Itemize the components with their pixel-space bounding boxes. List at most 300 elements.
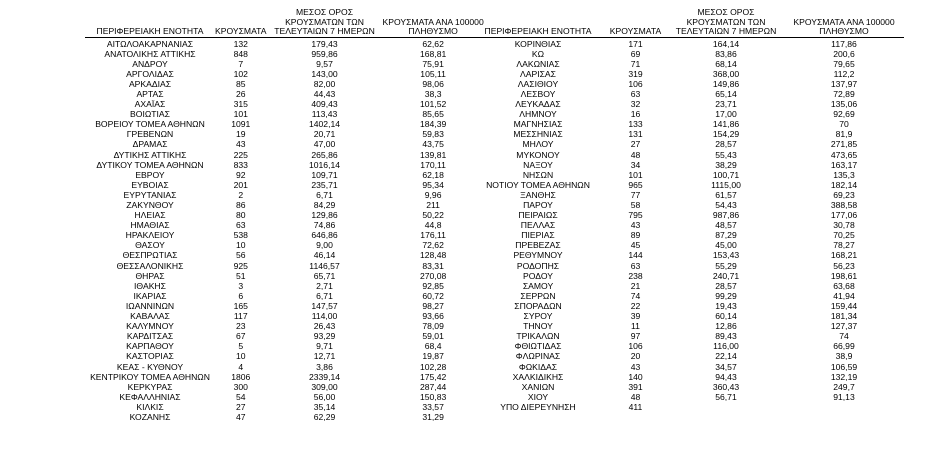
region-cell: ΡΕΘΥΜΝΟΥ	[513, 250, 563, 261]
region-cell: ΥΠΟ ΔΙΕΡΕΥΝΗΣΗ	[500, 401, 576, 412]
avg7-cell: 129,86	[311, 210, 338, 221]
table-row	[473, 170, 904, 180]
cases-cell: 140	[628, 371, 643, 382]
cases-cell: 26	[235, 88, 246, 99]
region-cell: ΑΡΚΑΔΙΑΣ	[128, 78, 172, 89]
per100k-cell: 92,69	[833, 109, 855, 120]
avg7-cell: 154,29	[712, 129, 740, 140]
avg7-header-line2: ΚΡΟΥΣΜΑΤΩΝ ΤΩΝ	[686, 16, 766, 27]
region-cell: ΒΟΡΕΙΟΥ ΤΟΜΕΑ ΑΘΗΝΩΝ	[95, 119, 205, 130]
cases-cell: 77	[630, 189, 641, 200]
region-cell: ΚΩ	[531, 48, 545, 59]
per100k-cell: 211	[426, 200, 440, 210]
table-row	[85, 392, 484, 402]
avg7-cell: 87,29	[715, 230, 737, 241]
cases-cell: 63	[630, 260, 641, 271]
table-row	[473, 382, 904, 392]
per100k-cell: 249,7	[833, 381, 855, 392]
table-row	[85, 210, 484, 220]
cases-cell: 391	[628, 381, 643, 392]
region-cell: ΘΑΣΟΥ	[135, 240, 165, 251]
per100k-cell: 72,62	[422, 240, 444, 251]
avg7-cell: 12,71	[313, 351, 336, 362]
table-row	[473, 281, 904, 291]
cases-cell: 27	[630, 139, 641, 150]
per100k-cell: 163,17	[830, 159, 858, 170]
avg7-cell: 1016,14	[308, 159, 341, 170]
per100k-cell: 128,48	[419, 250, 447, 261]
region-cell: ΚΑΡΔΙΤΣΑΣ	[126, 331, 174, 342]
table-row	[85, 240, 484, 250]
region-cell: ΠΙΕΡΙΑΣ	[521, 230, 555, 241]
region-cell: ΑΙΤΩΛΟΑΚΑΡΝΑΝΙΑΣ	[106, 38, 194, 49]
table-row	[473, 362, 904, 372]
avg7-cell: 55,29	[715, 260, 737, 271]
cases-cell: 1806	[231, 371, 251, 382]
region-cell: ΑΡΤΑΣ	[136, 88, 164, 99]
cases-cell: 48	[630, 391, 641, 402]
avg7-cell: 28,57	[715, 139, 737, 150]
per100k-cell: 168,21	[830, 250, 858, 261]
avg7-cell: 89,43	[715, 331, 737, 342]
per100k-cell: 19,87	[422, 351, 444, 362]
table-row	[85, 291, 484, 301]
cases-cell: 54	[235, 391, 246, 402]
avg7-cell: 60,14	[715, 311, 737, 322]
avg7-cell: 116,00	[713, 341, 739, 352]
per100k-cell: 91,13	[833, 391, 855, 402]
region-cell: ΚΙΛΚΙΣ	[136, 401, 164, 412]
region-cell: ΛΑΡΙΣΑΣ	[520, 68, 556, 79]
per100k-cell: 59,01	[422, 331, 444, 342]
cases-cell: 965	[628, 179, 643, 190]
avg7-cell: 26,43	[313, 321, 336, 332]
avg7-cell: 22,14	[715, 351, 737, 362]
avg7-cell: 646,86	[311, 230, 338, 241]
avg7-cell: 54,43	[715, 200, 737, 210]
per100k-header-line1: ΚΡΟΥΣΜΑΤΑ ΑΝΑ 100000	[382, 16, 484, 27]
region-cell: ΜΗΛΟΥ	[522, 139, 554, 150]
table-row	[473, 160, 904, 170]
region-cell: ΘΗΡΑΣ	[135, 270, 165, 281]
avg7-header	[267, 6, 383, 37]
cases-cell: 32	[630, 99, 641, 110]
region-cell: ΦΘΙΩΤΙΔΑΣ	[514, 341, 562, 352]
region-cell: ΚΕΝΤΡΙΚΟΥ ΤΟΜΕΑ ΑΘΗΝΩΝ	[90, 371, 210, 382]
avg7-cell: 47,00	[313, 139, 336, 150]
cases-cell: 92	[235, 169, 246, 180]
avg7-cell: 46,14	[313, 250, 336, 261]
table-row	[473, 301, 904, 311]
per100k-cell: 135,3	[833, 169, 855, 180]
avg7-cell: 74,86	[313, 220, 336, 231]
table-row	[85, 362, 484, 372]
table-row	[85, 190, 484, 200]
region-cell: ΚΑΛΥΜΝΟΥ	[126, 321, 174, 332]
cases-cell: 43	[235, 139, 246, 150]
avg7-cell: 109,71	[311, 169, 338, 180]
region-cell: ΕΥΒΟΙΑΣ	[131, 179, 169, 190]
region-cell: ΛΗΜΝΟΥ	[519, 109, 557, 120]
per100k-cell: 68,4	[424, 341, 442, 352]
table-row	[473, 392, 904, 402]
region-cell: ΛΕΣΒΟΥ	[520, 88, 556, 99]
per100k-cell: 98,27	[422, 300, 444, 311]
per100k-cell: 198,61	[830, 270, 858, 281]
per100k-header	[784, 6, 904, 37]
cases-cell: 144	[628, 250, 643, 261]
per100k-cell: 31,29	[422, 411, 444, 422]
cases-cell: 795	[628, 210, 643, 221]
cases-cell: 1091	[231, 119, 251, 130]
table-row	[85, 341, 484, 351]
table-row	[473, 190, 904, 200]
per100k-cell: 101,52	[419, 99, 447, 110]
region-cell: ΣΑΜΟΥ	[522, 280, 554, 291]
per100k-cell: 85,65	[422, 109, 444, 120]
table-row	[473, 321, 904, 331]
table-row	[473, 291, 904, 301]
per100k-cell: 182,14	[830, 179, 858, 190]
cases-cell: 19	[235, 129, 246, 140]
region-cell: ΓΡΕΒΕΝΩΝ	[126, 129, 174, 140]
table-row	[85, 351, 484, 361]
avg7-cell: 265,86	[311, 149, 338, 160]
avg7-cell: 62,29	[313, 411, 336, 422]
right-data-table	[473, 6, 904, 412]
region-cell: ΜΥΚΟΝΟΥ	[516, 149, 560, 160]
avg7-cell: 56,71	[715, 391, 737, 402]
avg7-cell: 235,71	[311, 179, 338, 190]
avg7-cell: 360,43	[712, 381, 740, 392]
region-cell: ΠΕΙΡΑΙΩΣ	[518, 210, 558, 221]
cases-cell: 43	[630, 220, 641, 231]
table-row	[85, 331, 484, 341]
avg7-cell: 9,00	[316, 240, 333, 251]
cases-cell: 171	[628, 38, 643, 49]
per100k-cell: 69,23	[833, 189, 855, 200]
avg7-cell: 179,43	[311, 38, 338, 49]
per100k-cell: 72,89	[833, 88, 855, 99]
region-cell: ΔΥΤΙΚΗΣ ΑΤΤΙΚΗΣ	[113, 149, 187, 160]
cases-header: ΚΡΟΥΣΜΑΤΑ	[215, 6, 267, 37]
cases-cell: 925	[233, 260, 248, 271]
per100k-cell: 78,27	[833, 240, 855, 251]
region-cell: ΚΑΣΤΟΡΙΑΣ	[126, 351, 174, 362]
per100k-cell: 98,06	[422, 78, 444, 89]
region-cell: ΛΑΚΩΝΙΑΣ	[516, 58, 560, 69]
cases-cell: 67	[235, 331, 246, 342]
avg7-cell: 45,00	[715, 240, 737, 251]
avg7-cell: 100,71	[712, 169, 740, 180]
table-row	[473, 129, 904, 139]
region-cell: ΝΟΤΙΟΥ ΤΟΜΕΑ ΑΘΗΝΩΝ	[486, 179, 590, 190]
per100k-cell: 271,85	[830, 139, 858, 150]
table-row	[473, 250, 904, 260]
cases-cell: 86	[235, 200, 246, 210]
avg7-cell: 34,57	[715, 361, 737, 372]
per100k-cell: 184,39	[419, 119, 447, 130]
cases-cell: 117	[233, 311, 248, 322]
per100k-cell: 287,44	[419, 381, 447, 392]
per100k-cell: 59,83	[422, 129, 444, 140]
per100k-cell: 170,11	[420, 159, 446, 170]
avg7-cell: 56,00	[313, 391, 336, 402]
avg7-cell: 23,71	[715, 99, 737, 110]
region-cell: ΡΟΔΟΠΗΣ	[516, 260, 560, 271]
table-row	[85, 69, 484, 79]
per100k-cell: 135,06	[830, 99, 858, 110]
table-row	[473, 240, 904, 250]
cases-cell: 10	[235, 351, 246, 362]
avg7-cell: 1402,14	[308, 119, 341, 130]
per100k-cell: 270,08	[419, 270, 447, 281]
region-cell: ΕΥΡΥΤΑΝΙΑΣ	[123, 189, 177, 200]
region-cell: ΚΕΑΣ - ΚΥΘΝΟΥ	[116, 361, 184, 372]
table-row	[85, 79, 484, 89]
cases-cell: 131	[628, 129, 643, 140]
cases-cell: 85	[235, 78, 246, 89]
cases-cell: 106	[628, 78, 643, 89]
table-row	[473, 230, 904, 240]
region-cell: ΠΑΡΟΥ	[523, 200, 553, 210]
avg7-cell: 38,29	[715, 159, 737, 170]
table-row	[473, 59, 904, 69]
region-cell: ΝΗΣΩΝ	[522, 169, 554, 180]
avg7-cell: 84,29	[313, 200, 336, 210]
per100k-cell: 79,65	[833, 58, 855, 69]
per100k-header-line2: ΠΛΗΘΥΣΜΟ	[408, 26, 458, 37]
region-cell: ΔΥΤΙΚΟΥ ΤΟΜΕΑ ΑΘΗΝΩΝ	[96, 159, 204, 170]
cases-cell: 23	[235, 321, 246, 332]
per100k-cell: 95,34	[422, 179, 444, 190]
region-cell: ΖΑΚΥΝΘΟΥ	[126, 200, 174, 210]
per100k-cell: 388,58	[830, 200, 858, 210]
avg7-cell: 28,57	[715, 280, 737, 291]
avg7-cell: 113,43	[311, 109, 338, 120]
cases-cell: 411	[628, 401, 643, 412]
region-cell: ΑΝΑΤΟΛΙΚΗΣ ΑΤΤΙΚΗΣ	[104, 48, 196, 59]
avg7-header-line1: ΜΕΣΟΣ ΟΡΟΣ	[296, 7, 354, 18]
cases-cell: 16	[630, 109, 641, 120]
avg7-cell: 143,00	[311, 68, 338, 79]
per100k-cell: 181,34	[830, 311, 858, 322]
region-cell: ΣΕΡΡΩΝ	[520, 290, 556, 301]
region-cell: ΚΕΦΑΛΛΗΝΙΑΣ	[119, 391, 181, 402]
per100k-cell	[784, 402, 904, 412]
per100k-cell: 81,9	[835, 129, 853, 140]
per100k-cell: 33,57	[422, 401, 444, 412]
cases-cell: 48	[630, 149, 641, 160]
cases-cell: 6	[238, 290, 244, 301]
avg7-cell: 9,71	[316, 341, 333, 352]
region-cell: ΜΕΣΣΗΝΙΑΣ	[513, 129, 563, 140]
cases-cell: 133	[628, 119, 643, 130]
region-cell: ΚΟΡΙΝΘΙΑΣ	[514, 38, 562, 49]
per100k-cell: 177,06	[830, 210, 858, 221]
per100k-cell: 176,11	[420, 230, 446, 241]
cases-cell: 20	[630, 351, 641, 362]
avg7-cell: 83,86	[715, 48, 737, 59]
avg7-cell: 93,29	[313, 331, 336, 342]
table-row	[473, 331, 904, 341]
region-cell: ΔΡΑΜΑΣ	[132, 139, 168, 150]
table-row	[85, 382, 484, 392]
avg7-cell: 94,43	[715, 371, 737, 382]
cases-cell: 97	[630, 331, 641, 342]
avg7-header-line3: ΤΕΛΕΥΤΑΙΩΝ 7 ΗΜΕΡΩΝ	[675, 26, 777, 37]
table-row	[85, 89, 484, 99]
table-row	[473, 261, 904, 271]
per100k-cell: 50,22	[422, 210, 444, 221]
table-row	[85, 261, 484, 271]
table-row	[85, 59, 484, 69]
avg7-cell: 2,71	[316, 280, 333, 291]
cases-cell: 848	[233, 48, 248, 59]
per100k-cell: 127,37	[830, 321, 858, 332]
table-row	[473, 271, 904, 281]
per100k-cell: 112,2	[833, 68, 855, 79]
per100k-cell: 63,68	[833, 280, 855, 291]
avg7-cell: 65,14	[715, 88, 737, 99]
cases-cell: 10	[235, 240, 246, 251]
cases-cell: 63	[630, 88, 641, 99]
table-row	[85, 321, 484, 331]
region-cell: ΧΙΟΥ	[527, 391, 549, 402]
per100k-cell: 38,9	[835, 351, 853, 362]
per100k-cell: 66,99	[833, 341, 855, 352]
region-cell: ΚΟΖΑΝΗΣ	[129, 411, 171, 422]
table-row	[85, 180, 484, 190]
region-cell: ΤΡΙΚΑΛΩΝ	[516, 331, 560, 342]
table-row	[473, 341, 904, 351]
table-row	[85, 412, 484, 422]
cases-cell: 80	[235, 210, 246, 221]
table-row	[473, 200, 904, 210]
table-row	[85, 150, 484, 160]
table-row	[85, 271, 484, 281]
cases-cell: 106	[628, 341, 643, 352]
avg7-cell: 153,43	[712, 250, 740, 261]
avg7-cell: 6,71	[316, 189, 333, 200]
cases-cell: 58	[630, 200, 641, 210]
region-cell: ΙΩΑΝΝΙΝΩΝ	[125, 300, 175, 311]
per100k-cell: 38,3	[424, 88, 442, 99]
cases-cell: 34	[630, 159, 641, 170]
table-row	[473, 69, 904, 79]
region-cell: ΤΗΝΟΥ	[523, 321, 553, 332]
per100k-cell: 473,65	[830, 149, 858, 160]
per100k-cell: 93,66	[422, 311, 444, 322]
cases-cell: 22	[630, 300, 641, 311]
avg7-cell: 17,00	[715, 109, 737, 120]
cases-cell: 7	[238, 58, 244, 69]
per100k-cell: 43,75	[422, 139, 444, 150]
cases-cell: 315	[233, 99, 248, 110]
table-row	[85, 170, 484, 180]
per100k-cell: 78,09	[422, 321, 444, 332]
table-row	[85, 99, 484, 109]
region-cell: ΑΡΓΟΛΙΔΑΣ	[126, 68, 174, 79]
table-row	[85, 220, 484, 230]
cases-cell: 21	[630, 280, 641, 291]
table-row	[85, 372, 484, 382]
cases-cell: 89	[630, 230, 641, 241]
avg7-cell: 141,86	[712, 119, 740, 130]
table-row	[85, 311, 484, 321]
cases-cell: 201	[233, 179, 248, 190]
cases-cell: 4	[238, 361, 244, 372]
header-row	[85, 6, 484, 37]
cases-cell: 56	[235, 250, 246, 261]
per100k-cell: 200,6	[833, 48, 855, 59]
cases-header: ΚΡΟΥΣΜΑΤΑ	[603, 6, 668, 37]
per100k-cell: 117,86	[831, 38, 857, 49]
avg7-cell: 55,43	[715, 149, 737, 160]
region-cell: ΛΕΥΚΑΔΑΣ	[515, 99, 561, 110]
region-cell: ΙΘΑΚΗΣ	[134, 280, 166, 291]
avg7-cell: 164,14	[712, 38, 740, 49]
cases-cell: 47	[235, 411, 246, 422]
avg7-cell: 309,00	[311, 381, 338, 392]
avg7-cell: 48,57	[715, 220, 737, 231]
per100k-header-line1: ΚΡΟΥΣΜΑΤΑ ΑΝΑ 100000	[793, 16, 895, 27]
region-cell: ΑΧΑΪΑΣ	[134, 99, 166, 110]
avg7-cell: 987,86	[712, 210, 740, 221]
avg7-header-line1: ΜΕΣΟΣ ΟΡΟΣ	[697, 7, 755, 18]
avg7-cell: 12,86	[715, 321, 737, 332]
table-row	[85, 139, 484, 149]
table-row	[473, 402, 904, 412]
avg7-header-line3: ΤΕΛΕΥΤΑΙΩΝ 7 ΗΜΕΡΩΝ	[274, 26, 375, 37]
avg7-cell: 147,57	[311, 300, 338, 311]
region-cell: ΙΚΑΡΙΑΣ	[133, 290, 167, 301]
avg7-cell: 35,14	[313, 401, 336, 412]
per100k-cell: 44,8	[424, 220, 442, 231]
per100k-cell: 41,94	[833, 290, 855, 301]
region-cell: ΣΠΟΡΑΔΩΝ	[514, 300, 562, 311]
per100k-cell: 30,78	[833, 220, 855, 231]
per100k-cell: 62,18	[422, 169, 444, 180]
cases-cell: 27	[235, 401, 246, 412]
avg7-cell: 1115,00	[711, 179, 741, 190]
region-cell: ΣΥΡΟΥ	[523, 311, 553, 322]
avg7-cell: 99,29	[715, 290, 737, 301]
avg7-cell: 149,86	[712, 78, 740, 89]
per100k-cell: 159,44	[830, 300, 858, 311]
avg7-header-line2: ΚΡΟΥΣΜΑΤΩΝ ΤΩΝ	[285, 16, 364, 27]
region-cell: ΘΕΣΠΡΩΤΙΑΣ	[122, 250, 178, 261]
table-row	[473, 49, 904, 59]
right-table-body	[473, 37, 904, 412]
per100k-cell: 150,83	[419, 391, 447, 402]
avg7-cell: 959,86	[311, 48, 338, 59]
table-row	[85, 129, 484, 139]
table-row	[85, 160, 484, 170]
cases-cell: 5	[238, 341, 244, 352]
cases-cell: 132	[233, 38, 248, 49]
avg7-cell: 82,00	[313, 78, 336, 89]
table-row	[85, 402, 484, 412]
left-table-body	[85, 37, 484, 422]
region-cell: ΧΑΛΚΙΔΙΚΗΣ	[512, 371, 564, 382]
per100k-cell: 70,25	[833, 230, 855, 241]
table-row	[473, 99, 904, 109]
cases-cell: 69	[630, 48, 641, 59]
avg7-cell: 44,43	[313, 88, 336, 99]
cases-cell: 225	[233, 149, 248, 160]
per100k-cell: 83,31	[422, 260, 444, 271]
